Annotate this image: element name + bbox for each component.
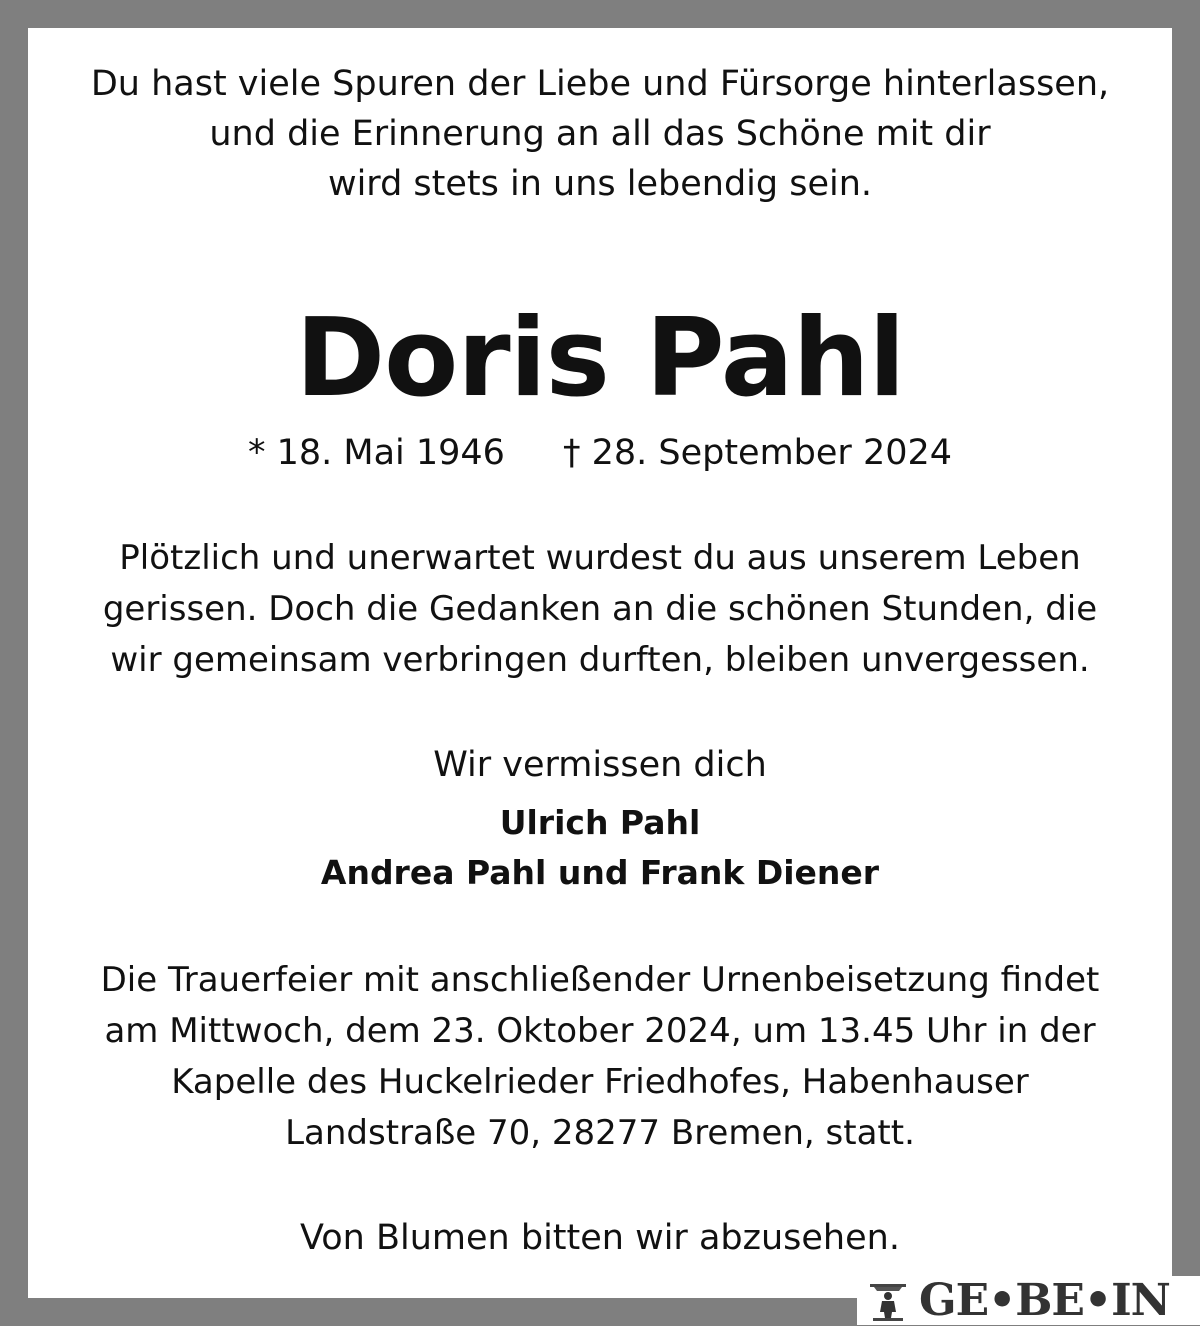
ceremony-line: Kapelle des Huckelrieder Friedhofes, Habenhauser: [171, 1062, 1029, 1102]
verse-line: Du hast viele Spuren der Liebe und Fürsorge hinterlassen,: [90, 64, 1110, 104]
mourners-intro: Wir vermissen dich: [433, 745, 767, 785]
ceremony-line: am Mittwoch, dem 23. Oktober 2024, um 13.45 Uhr in der: [104, 1011, 1096, 1051]
mourner-name: Ulrich Pahl: [499, 803, 701, 842]
ceremony-notice: [28, 955, 1172, 1159]
birth-date: * 18. Mai 1946: [247, 433, 505, 473]
life-dates: [28, 428, 1172, 478]
verse-line: wird stets in uns lebendig sein.: [327, 164, 873, 204]
deceased-name: Doris Pahl: [295, 296, 905, 421]
message-line: gerissen. Doch die Gedanken an die schönen Stunden, die: [102, 589, 1098, 629]
opening-verse: [28, 59, 1172, 209]
message-line: Plötzlich und unerwartet wurdest du aus unserem Leben: [119, 538, 1081, 578]
mourner-name: Andrea Pahl und Frank Diener: [320, 853, 880, 892]
mourners-names: [28, 798, 1172, 898]
message-line: wir gemeinsam verbringen durften, bleiben unvergessen.: [110, 640, 1090, 680]
obituary-card: [28, 28, 1172, 1298]
message-paragraph: [28, 533, 1172, 686]
ceremony-line: Landstraße 70, 28277 Bremen, statt.: [285, 1113, 915, 1153]
closing-note: Von Blumen bitten wir abzusehen.: [300, 1218, 900, 1258]
ceremony-line: Die Trauerfeier mit anschließender Urnenbeisetzung findet: [100, 960, 1100, 1000]
memorial-figure-icon: [857, 1276, 919, 1325]
publisher-logo: [857, 1276, 1200, 1325]
publisher-logo-text: GE•BE•IN: [919, 1275, 1170, 1326]
death-date: † 28. September 2024: [562, 433, 953, 473]
verse-line: und die Erinnerung an all das Schöne mit dir: [209, 114, 991, 154]
